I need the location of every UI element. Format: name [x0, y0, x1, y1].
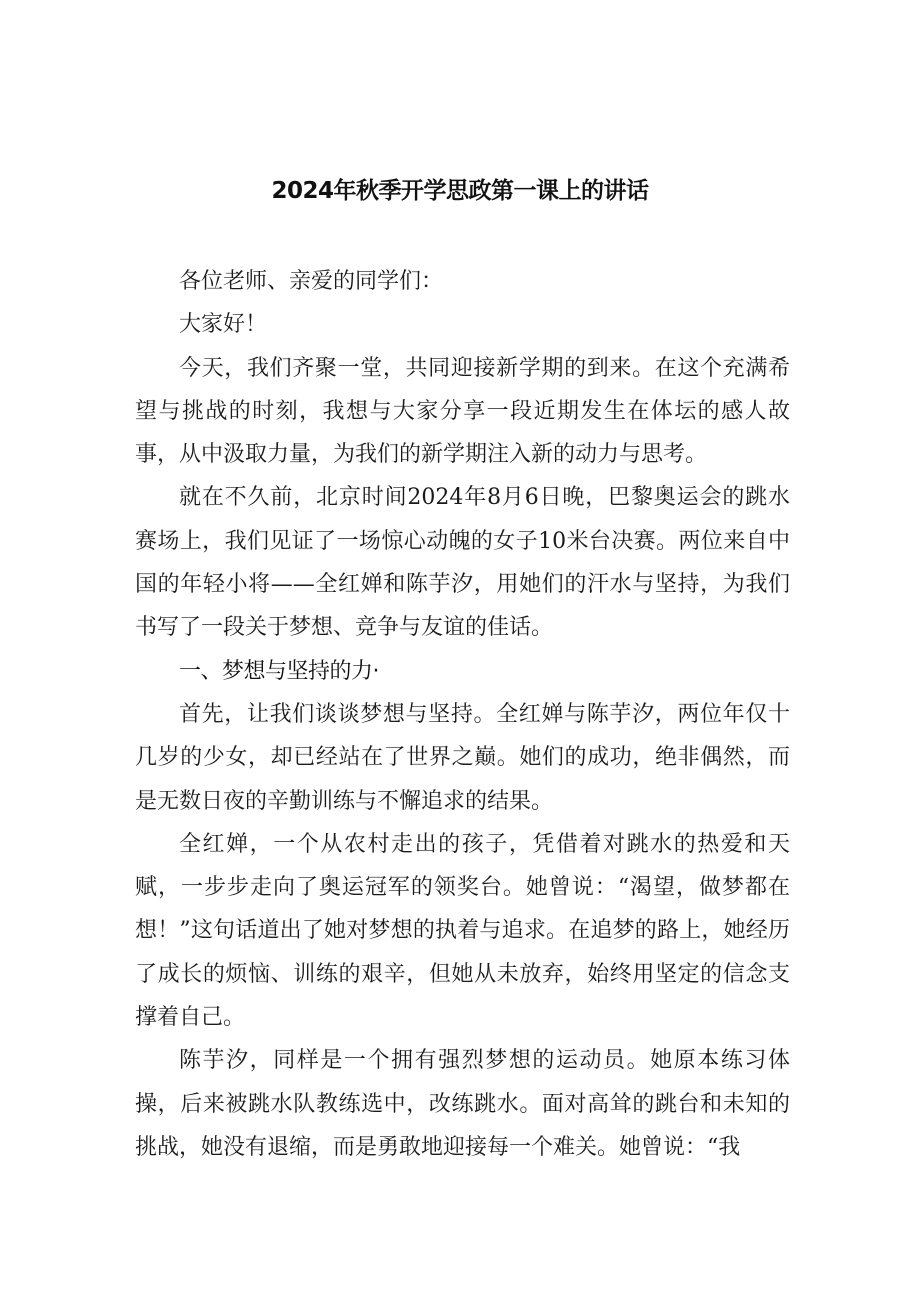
paragraph-chen-yuxi: 陈芋汐，同样是一个拥有强烈梦想的运动员。她原本练习体操，后来被跳水队教练选中，改练跳水。面对高耸的跳台和未知的挑战，她没有退缩，而是勇敢地迎接每一个难关。她曾说：“我: [135, 1048, 790, 1160]
document-body: [135, 260, 790, 1169]
document-title: 2024年秋季开学思政第一课上的讲话: [271, 178, 649, 204]
section-heading: 一、梦想与坚持的力·: [179, 658, 379, 684]
salutation: 各位老师、亲爱的同学们：: [179, 269, 444, 294]
paragraph-dream: 首先，让我们谈谈梦想与坚持。全红婵与陈芋汐，两位年仅十几岁的少女，却已经站在了世界之巅。她们的成功，绝非偶然，而是无数日夜的辛勤训练与不懈追求的结果。: [135, 701, 790, 814]
greeting: 大家好！: [179, 312, 268, 338]
paragraph-intro: 今天，我们齐聚一堂，共同迎接新学期的到来。在这个充满希望与挑战的时刻，我想与大家分享一段近期发生在体坛的感人故事，从中汲取力量，为我们的新学期注入新的动力与思考。: [135, 355, 790, 468]
paragraph-event: 就在不久前，北京时间2024年8月6日晚，巴黎奥运会的跳水赛场上，我们见证了一场惊心动魄的女子10米台决赛。两位来自中国的年轻小将——全红婵和陈芋汐，用她们的汗水与坚持，为我们书写了一段关于梦想、竞争与友谊的佳话。: [135, 485, 790, 641]
paragraph-quan-hongchan: 全红婵，一个从农村走出的孩子，凭借着对跳水的热爱和天赋，一步步走向了奥运冠军的领奖台。她曾说：“渴望，做梦都在想！”这句话道出了她对梦想的执着与追求。在追梦的路上，她经历了成长的烦恼、训练的艰辛，但她从未放弃，始终用坚定的信念支撑着自己。: [135, 831, 790, 1031]
